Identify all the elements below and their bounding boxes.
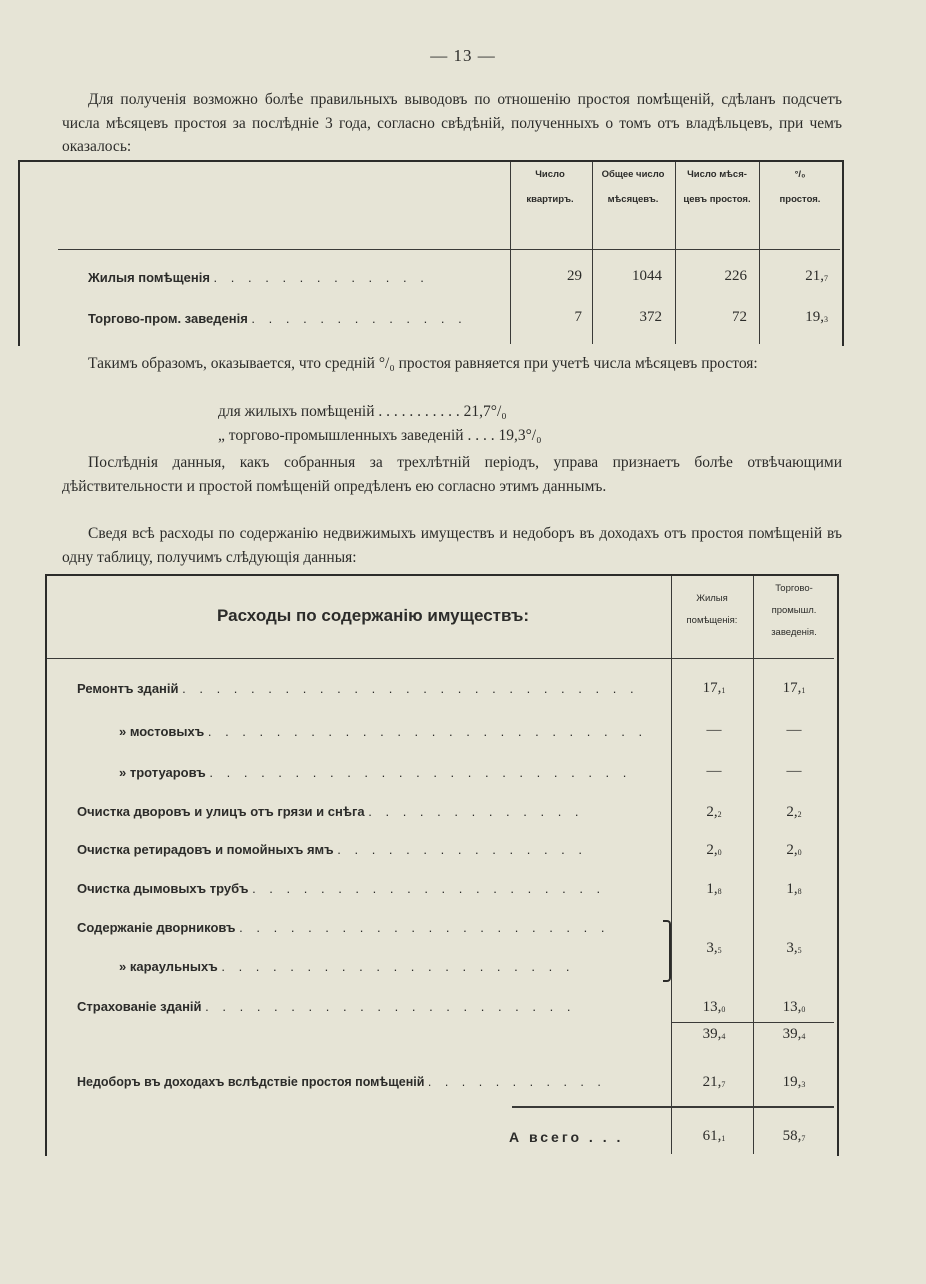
header-idle-months: Число мѣся- цевъ простоя. [683, 169, 751, 205]
total-rule [512, 1106, 834, 1108]
cell-residential: 3,5 [706, 940, 722, 956]
col-divider [753, 576, 754, 1154]
header-apartments: Число квартиръ. [526, 169, 574, 205]
cell-residential: 2,2 [706, 804, 722, 820]
cell-residential: 13,0 [702, 999, 726, 1015]
cell-commercial: 2,0 [786, 842, 802, 858]
subtotal-rule [671, 1022, 834, 1023]
intro-paragraph: Для полученія возможно болѣе правильныхъ выводовъ по отношенію простоя помѣщеній, сдѣланъ подсчетъ числа мѣсяцевъ простоя за послѣдніе 3 года, согласно свѣдѣній, полученныхъ о томъ отъ владѣльцевъ, при чемъ оказалось: [62, 91, 842, 155]
total-residential: 61,1 [702, 1128, 726, 1144]
cell-residential: — [706, 763, 722, 779]
row-label-total: А всего . . . [509, 1129, 624, 1145]
row-label: Страхованіе зданій . . . . . . . . . . . . . . . . . . . . . . [77, 999, 576, 1014]
cell-commercial: 1,8 [786, 881, 802, 897]
cell-apartments: 7 [574, 309, 582, 325]
avg-commercial: „ торгово-промышленныхъ заведеній . . . . 19,3°/₀ [218, 427, 542, 444]
row-label: Очистка ретирадовъ и помойныхъ ямъ . . . . . . . . . . . . . . . [77, 842, 588, 857]
expenses-table [45, 574, 839, 1156]
cell-residential: — [706, 722, 722, 738]
cell-idle-months: 226 [724, 268, 747, 284]
cell-commercial: 13,0 [782, 999, 806, 1015]
subtotal-residential: 39,4 [702, 1026, 726, 1042]
header-commercial: Торгово- промышл. заведенія. [771, 583, 817, 638]
cell-residential: 17,1 [702, 680, 726, 696]
cell-apartments: 29 [567, 268, 582, 284]
subtotal-commercial: 39,4 [782, 1026, 806, 1042]
row-label: Очистка дворовъ и улицъ отъ грязи и снѣга . . . . . . . . . . . . . [77, 804, 584, 819]
total-commercial: 58,7 [782, 1128, 806, 1144]
brace-icon [663, 920, 671, 982]
idle-table [18, 160, 844, 346]
col-divider [671, 576, 672, 1154]
lead-in-paragraph: Сведя всѣ расходы по содержанію недвижимыхъ имуществъ и недоборъ въ доходахъ отъ простоя помѣщеній въ одну таблицу, получимъ слѣдующія данныя: [62, 525, 842, 566]
row-label: » тротуаровъ . . . . . . . . . . . . . . . . . . . . . . . . . [119, 765, 632, 780]
cell-residential: 1,8 [706, 881, 722, 897]
avg-residential: для жилыхъ помѣщеній . . . . . . . . . . . 21,7°/₀ [218, 403, 507, 420]
row-label-shortfall: Недоборъ въ доходахъ вслѣдствіе простоя помѣщеній . . . . . . . . . . . [77, 1075, 606, 1089]
cell-idle-percent: 21,7 [805, 268, 828, 284]
cell-residential: 2,0 [706, 842, 722, 858]
cell-commercial: 19,3 [782, 1074, 806, 1090]
cell-total-months: 372 [639, 309, 662, 325]
row-label-commercial: Торгово-пром. заведенія . . . . . . . . . . . . . [88, 311, 467, 326]
header-residential: Жилыя помѣщенія: [686, 593, 738, 626]
cell-total-months: 1044 [632, 268, 662, 284]
cell-commercial: — [786, 763, 802, 779]
row-label: » мостовыхъ . . . . . . . . . . . . . . . . . . . . . . . . . . [119, 724, 648, 739]
cell-residential: 21,7 [702, 1074, 726, 1090]
cell-commercial: 17,1 [782, 680, 806, 696]
row-label: Очистка дымовыхъ трубъ . . . . . . . . . . . . . . . . . . . . . [77, 881, 606, 896]
table-title: Расходы по содержанію имуществъ: [217, 606, 530, 625]
row-label: Содержаніе дворниковъ . . . . . . . . . . . . . . . . . . . . . . [77, 920, 610, 935]
page-number: — 13 — [430, 46, 496, 65]
cell-idle-months: 72 [732, 309, 747, 325]
cell-commercial: 3,5 [786, 940, 802, 956]
header-total-months: Общее число мѣсяцевъ. [601, 169, 665, 205]
row-label: » караульныхъ . . . . . . . . . . . . . . . . . . . . . [119, 959, 575, 974]
header-idle-percent: °/₀ простоя. [779, 169, 821, 205]
row-label: Ремонтъ зданій . . . . . . . . . . . . . . . . . . . . . . . . . . . [77, 681, 639, 696]
cell-commercial: 2,2 [786, 804, 802, 820]
summary-paragraph: Такимъ образомъ, оказывается, что средній °/₀ простоя равняется при учетѣ числа мѣсяцевъ простоя: [88, 355, 758, 372]
cell-idle-percent: 19,3 [805, 309, 828, 325]
conclusion-paragraph: Послѣднія данныя, какъ собранныя за трехлѣтній періодъ, управа признаетъ болѣе отвѣчающими дѣйствительности и простой помѣщеній опредѣленъ ею согласно этимъ даннымъ. [62, 454, 842, 495]
header-rule [47, 658, 834, 659]
cell-commercial: — [786, 722, 802, 738]
row-label-residential: Жилыя помѣщенія . . . . . . . . . . . . . [88, 270, 429, 285]
header-rule [58, 249, 840, 250]
